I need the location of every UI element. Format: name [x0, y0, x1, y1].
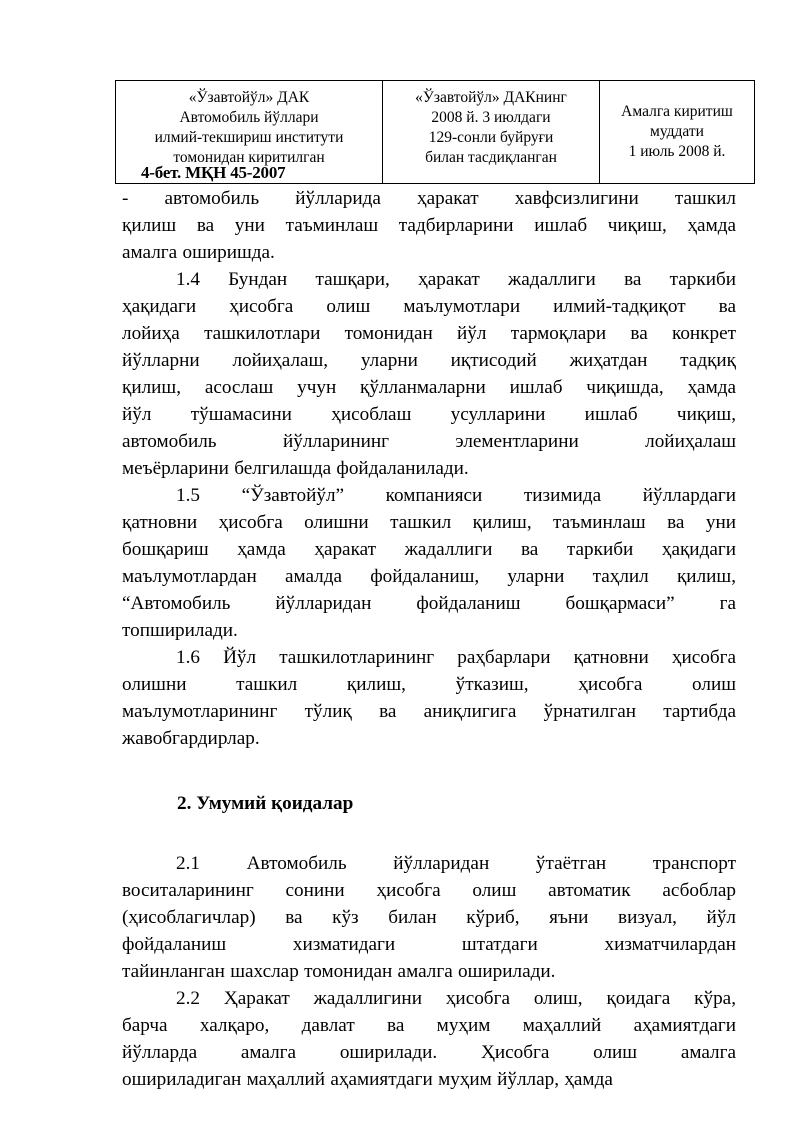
paragraph-line: ҳақидаги ҳисобга олиш маълумотлари илмий-тадқиқот ва — [122, 296, 736, 317]
document-body — [122, 185, 736, 1093]
paragraph-line: меъёрларини белгилашда фойдаланилади. — [122, 458, 469, 479]
paragraph-line: бошқариш ҳамда ҳаракат жадаллиги ва таркиби ҳақидаги — [122, 539, 736, 560]
page-label: 4-бет. МҚН 45-2007 — [141, 163, 286, 182]
header-cell-line: 2008 й. 3 июлдаги — [431, 109, 551, 126]
header-cell-line: муддати — [650, 123, 704, 140]
paragraph-line: (ҳисоблагичлар) ва кўз билан кўриб, яъни визуал, йўл — [122, 907, 736, 928]
paragraph-line: тайинланган шахслар томонидан амалга оширилади. — [122, 961, 556, 982]
paragraph-line: қатновни ҳисобга олишни ташкил қилиш, таъминлаш ва уни — [122, 512, 736, 533]
paragraph — [122, 985, 736, 1093]
paragraph-line: 1.5 “Ўзавтойўл” компанияси тизимида йўллардаги — [176, 485, 736, 506]
paragraph-line: топширилади. — [122, 620, 238, 641]
paragraph-line: автомобиль йўлларининг элементларини лойиҳалаш — [122, 431, 736, 452]
paragraph — [122, 266, 736, 482]
paragraph-line: 2.2 Ҳаракат жадаллигини ҳисобга олиш, қоидага кўра, — [176, 988, 736, 1009]
header-cell-line: «Ўзавтойўл» ДАКнинг — [415, 89, 567, 106]
header-cell-line: 1 июль 2008 й. — [628, 143, 726, 160]
section-heading: 2. Умумий қоидалар — [177, 793, 354, 814]
paragraph-line: фойдаланиш хизматидаги штатдаги хизматчилардан — [122, 934, 736, 955]
paragraphs-top — [122, 185, 736, 752]
header-cell-line: 129-сонли буйруғи — [428, 129, 554, 146]
paragraph-line: йўлларда амалга оширилади. Ҳисобга олиш амалга — [122, 1042, 736, 1063]
paragraph-line: қилиш, асослаш учун қўлланмаларни ишлаб чиқишда, ҳамда — [122, 377, 736, 398]
paragraph-line: “Автомобиль йўлларидан фойдаланиш бошқармаси” га — [122, 593, 736, 614]
header-cell-line: томонидан киритилган — [173, 149, 325, 166]
paragraph-line: маълумотларининг тўлиқ ва аниқлигига ўрнатилган тартибда — [122, 701, 736, 722]
paragraph-line: олишни ташкил қилиш, ўтказиш, ҳисобга олиш — [122, 674, 736, 695]
paragraph-line: маълумотлардан амалда фойдаланиш, уларни таҳлил қилиш, — [122, 566, 736, 587]
paragraph-line: йўл тўшамасини ҳисоблаш усулларини ишлаб чиқиш, — [122, 404, 736, 425]
paragraph-line: 1.4 Бундан ташқари, ҳаракат жадаллиги ва таркиби — [176, 269, 736, 290]
paragraph — [122, 482, 736, 644]
header-cell-line: илмий-текшириш институти — [154, 129, 344, 146]
paragraph-line: жавобгардирлар. — [122, 728, 260, 749]
paragraph — [122, 850, 736, 985]
paragraph-line: лойиҳа ташкилотлари томонидан йўл тармоқлари ва конкрет — [122, 323, 736, 344]
header-cell-line: билан тасдиқланган — [425, 149, 557, 166]
header-cell-effective-date — [600, 81, 755, 184]
paragraph-line: 2.1 Автомобиль йўлларидан ўтаётган транспорт — [176, 853, 736, 874]
header-cell-approval — [383, 81, 600, 184]
paragraph — [122, 185, 736, 266]
header-cell-line: Автомобиль йўллари — [179, 109, 319, 126]
paragraph-line: йўлларни лойиҳалаш, уларни иқтисодий жиҳатдан тадқиқ — [122, 350, 736, 371]
paragraph-line: барча халқаро, давлат ва муҳим маҳаллий аҳамиятдаги — [122, 1015, 736, 1036]
header-cell-line: «Ўзавтойўл» ДАК — [188, 89, 310, 106]
paragraph-line: 1.6 Йўл ташкилотларининг раҳбарлари қатновни ҳисобга — [176, 647, 736, 668]
paragraphs-bottom — [122, 850, 736, 1093]
header-cell-line: Амалга киритиш — [621, 103, 733, 120]
paragraph-line: - автомобиль йўлларида ҳаракат хавфсизлигини ташкил — [122, 188, 736, 209]
paragraph-line: ошириладиган маҳаллий аҳамиятдаги муҳим йўллар, ҳамда — [122, 1069, 613, 1090]
paragraph-line: воситаларининг сонини ҳисобга олиш автоматик асбоблар — [122, 880, 736, 901]
paragraph — [122, 644, 736, 752]
paragraph-line: амалга оширишда. — [122, 242, 275, 263]
paragraph-line: қилиш ва уни таъминлаш тадбирларини ишлаб чиқиш, ҳамда — [122, 215, 736, 236]
